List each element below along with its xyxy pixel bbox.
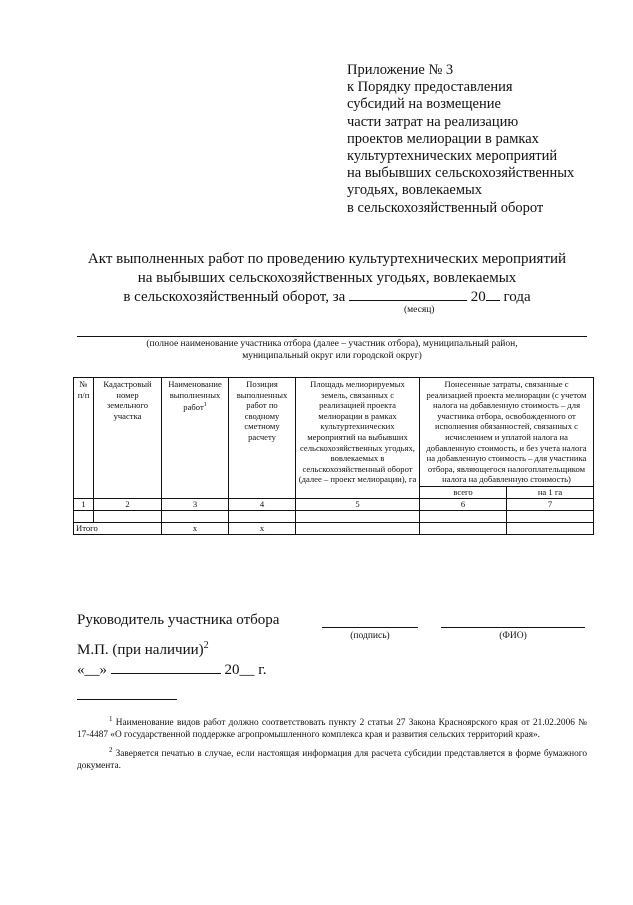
title-line-2: на выбывших сельскохозяйственных угодьях, вовлекаемых [137, 270, 517, 286]
total-col3: х [162, 522, 229, 534]
header-position: Позиция выполненных работ по сводному сметному расчету [229, 378, 296, 499]
footnote-2-mark: 2 [109, 746, 113, 755]
participant-name-blank[interactable] [77, 336, 587, 337]
header-works [162, 378, 229, 499]
header-works-footnote-mark: 1 [203, 402, 207, 409]
footnote-2-text: Заверяется печатью в случае, если настоящая информация для расчета субсидии представляется в форме бумажного документа. [77, 749, 588, 772]
date-day: «__» [77, 662, 107, 678]
table-cell[interactable] [94, 510, 162, 522]
stamp-footnote-mark: 2 [203, 640, 209, 651]
appendix-line: Приложение № 3 [347, 62, 454, 78]
participant-caption-line-1: (полное наименование участника отбора (далее – участник отбора), муниципальный район, [146, 339, 518, 349]
appendix-line: субсидий на возмещение [347, 96, 501, 113]
footnote-1-text: Наименование видов работ должно соответствовать пункту 2 статьи 27 Закона Красноярского края от 21.02.2006 № 17-4487 «О государственной поддержке агропромышленного комплекса края и развития сельских территорий края». [77, 718, 587, 741]
header-area: Площадь мелиорируемых земель, связанных с реализацией проекта мелиорации в рамках культуртехнических мероприятий на выбывших сельскохозяйственных угодьях, вовлекаемых в сельскохозяйственный оборот (далее – проект мелиорации), га [296, 378, 420, 499]
header-per-ha: на 1 га [507, 486, 594, 498]
appendix-line: проектов мелиорации в рамках [347, 130, 539, 147]
column-number: 2 [94, 498, 162, 510]
total-per-ha[interactable] [507, 522, 594, 534]
title-line-3 [70, 288, 584, 307]
table-cell[interactable] [229, 510, 296, 522]
head-label: Руководитель участника отбора [77, 612, 280, 628]
stamp-text: М.П. (при наличии) [77, 642, 204, 658]
date-month-blank[interactable] [111, 660, 221, 674]
document-title [70, 250, 584, 307]
footnote-1-mark: 1 [109, 715, 113, 723]
appendix-line: на выбывших сельскохозяйственных [347, 165, 575, 182]
year-blank[interactable] [486, 288, 500, 301]
title-line-3-suffix: года [503, 289, 531, 305]
table-header-row [74, 378, 594, 487]
header-cadastral: Кадастровый номер земельного участка [94, 378, 162, 499]
date-year: 20__ г. [224, 662, 267, 678]
signature-caption: (подпись) [350, 631, 390, 641]
footnote-divider [77, 699, 177, 700]
table-cell[interactable] [296, 510, 420, 522]
works-table [73, 377, 594, 535]
column-number: 7 [507, 498, 594, 510]
table-number-row [74, 498, 594, 510]
column-number: 4 [229, 498, 296, 510]
appendix-line: в сельскохозяйственный оборот [347, 199, 544, 216]
header-costs: Понесенные затраты, связанные с реализацией проекта мелиорации (с учетом налога на добавленную стоимость – для участника отбора, освобожденного от исполнения обязанностей, связанных с исчислением и уплатой налога на добавленную стоимость, и без учета налога на добавленную стоимость – для участника отбора, являющегося налогоплательщиком налога на добавленную стоимость) [420, 378, 594, 487]
appendix-line: угодьях, вовлекаемых [347, 182, 483, 199]
fio-blank[interactable] [441, 627, 585, 628]
column-number: 3 [162, 498, 229, 510]
total-costs[interactable] [420, 522, 507, 534]
footnote-1 [77, 713, 587, 741]
participant-caption [77, 338, 587, 362]
appendix-line: части затрат на реализацию [347, 113, 519, 130]
title-line-3-prefix: в сельскохозяйственный оборот, за [123, 289, 346, 305]
appendix-line: культуртехнических мероприятий [347, 148, 558, 165]
total-label: Итого [74, 522, 162, 534]
total-area[interactable] [296, 522, 420, 534]
table-row [74, 510, 594, 522]
table-total-row [74, 522, 594, 534]
signature-blank[interactable] [322, 627, 418, 628]
title-line-1: Акт выполненных работ по проведению культуртехнических мероприятий [87, 251, 567, 267]
footnote-2 [77, 744, 587, 772]
header-total: всего [420, 486, 507, 498]
table-cell[interactable] [507, 510, 594, 522]
participant-caption-line-2: муниципальный округ или городской округ) [242, 351, 422, 361]
table-cell[interactable] [420, 510, 507, 522]
date-line [77, 660, 266, 679]
column-number: 6 [420, 498, 507, 510]
table-cell[interactable] [74, 510, 94, 522]
appendix-block [347, 62, 617, 217]
fio-caption: (ФИО) [499, 631, 527, 641]
column-number: 1 [74, 498, 94, 510]
table-cell[interactable] [162, 510, 229, 522]
header-number: № п/п [74, 378, 94, 499]
appendix-line: к Порядку предоставления [347, 79, 513, 96]
stamp-label [77, 640, 209, 659]
header-works-text: Наименование выполненных работ [168, 379, 222, 413]
total-col4: х [229, 522, 296, 534]
month-caption: (месяц) [404, 305, 435, 315]
year-prefix: 20 [470, 289, 486, 305]
month-blank[interactable] [349, 288, 467, 301]
column-number: 5 [296, 498, 420, 510]
footnotes [77, 713, 587, 775]
